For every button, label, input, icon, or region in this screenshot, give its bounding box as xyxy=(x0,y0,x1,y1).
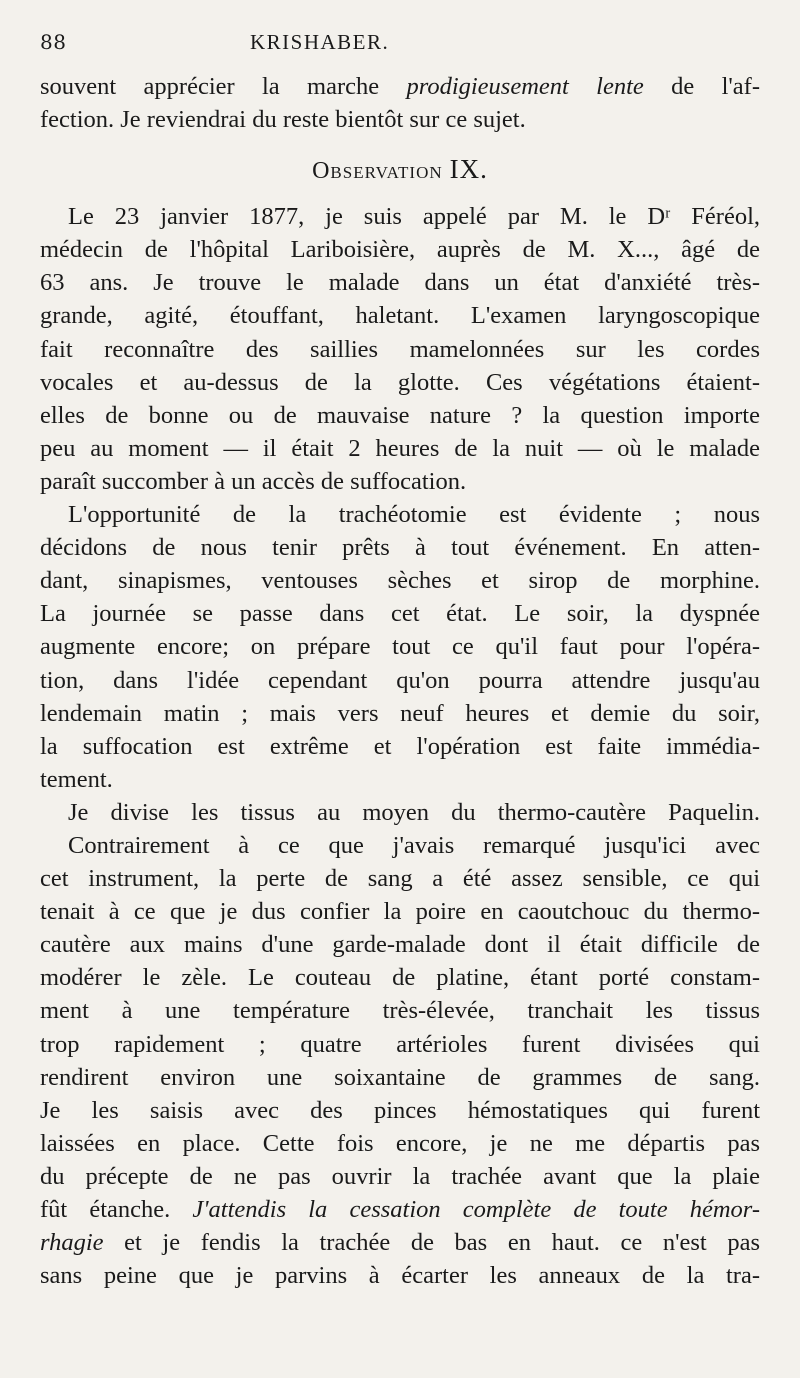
text-line: du précepte de ne pas ouvrir la trachée avant que la plaie xyxy=(40,1162,760,1190)
text-line: tement. xyxy=(40,765,113,793)
paragraph-2 xyxy=(40,498,760,796)
italic-phrase: J'attendis la cessation complète de toute hémor- xyxy=(192,1196,760,1223)
text-line: 63 ans. Je trouve le malade dans un état d'anxiété très- xyxy=(40,269,760,297)
text-line: Je divise les tissus au moyen du thermo-cautère Paquelin. xyxy=(68,798,760,826)
text-line: trop rapidement ; quatre artérioles furent divisées qui xyxy=(40,1030,760,1058)
text-line: Contrairement à ce que j'avais remarqué jusqu'ici avec xyxy=(68,831,760,859)
text-line: rhagie et je fendis la trachée de bas en haut. ce n'est pas xyxy=(40,1229,760,1257)
text-line: rendirent environ une soixantaine de grammes de sang. xyxy=(40,1063,760,1091)
text-line: laissées en place. Cette fois encore, je ne me départis pas xyxy=(40,1129,760,1157)
text-line: lendemain matin ; mais vers neuf heures et demie du soir, xyxy=(40,699,760,727)
text-line: cet instrument, la perte de sang a été assez sensible, ce qui xyxy=(40,865,760,893)
paragraph-4 xyxy=(40,829,760,1292)
text-line: peu au moment — il était 2 heures de la nuit — où le malade xyxy=(40,434,760,462)
text-line: elles de bonne ou de mauvaise nature ? la question importe xyxy=(40,401,760,429)
text-line: tion, dans l'idée cependant qu'on pourra attendre jusqu'au xyxy=(40,666,760,694)
text-line: augmente encore; on prépare tout ce qu'il faut pour l'opéra- xyxy=(40,633,760,661)
text-line: vocales et au-dessus de la glotte. Ces végétations étaient- xyxy=(40,368,760,396)
text-line: fection. Je reviendrai du reste bientôt sur ce sujet. xyxy=(40,106,526,134)
observation-numeral: IX. xyxy=(449,154,488,185)
paragraph-1 xyxy=(40,200,760,498)
text-line: médecin de l'hôpital Lariboisière, auprès de M. X..., âgé de xyxy=(40,236,760,264)
text-line: grande, agité, étouffant, haletant. L'examen laryngoscopique xyxy=(40,302,760,330)
paragraph-3 xyxy=(40,796,760,829)
text-line: sans peine que je parvins à écarter les anneaux de la tra- xyxy=(40,1262,760,1290)
text-line: décidons de nous tenir prêts à tout événement. En atten- xyxy=(40,534,760,562)
text-line: fait reconnaître des saillies mamelonnées sur les cordes xyxy=(40,335,760,363)
text-line: modérer le zèle. Le couteau de platine, étant porté constam- xyxy=(40,964,760,992)
observation-heading xyxy=(40,140,760,198)
text-line: paraît succomber à un accès de suffocation. xyxy=(40,467,467,495)
text-line: cautère aux mains d'une garde-malade dont il était difficile de xyxy=(40,931,760,959)
text-line: la suffocation est extrême et l'opération est faite immédia- xyxy=(40,732,760,760)
text-line: Le 23 janvier 1877, je suis appelé par M. le Dʳ Féréol, xyxy=(68,203,760,231)
text-line: tenait à ce que je dus confier la poire en caoutchouc du thermo- xyxy=(40,898,760,926)
text-line: La journée se passe dans cet état. Le soir, la dyspnée xyxy=(40,600,760,628)
page-header xyxy=(40,30,760,70)
text-line: L'opportunité de la trachéotomie est évidente ; nous xyxy=(68,501,760,529)
intro-paragraph xyxy=(40,70,760,136)
observation-label: Observation xyxy=(312,158,443,185)
text-line: souvent apprécier la marche prodigieusement lente de l'af- xyxy=(40,73,760,100)
text-line: ment à une température très-élevée, tranchait les tissus xyxy=(40,997,760,1025)
text-line: Je les saisis avec des pinces hémostatiques qui furent xyxy=(40,1096,760,1124)
page-number: 88 xyxy=(40,30,67,54)
text-line: dant, sinapismes, ventouses sèches et sirop de morphine. xyxy=(40,567,760,595)
text-line: fût étanche. J'attendis la cessation complète de toute hémor- xyxy=(40,1196,760,1223)
italic-phrase: rhagie xyxy=(40,1229,104,1257)
running-head: KRISHABER. xyxy=(250,30,390,54)
italic-phrase: prodigieusement lente xyxy=(406,73,644,100)
